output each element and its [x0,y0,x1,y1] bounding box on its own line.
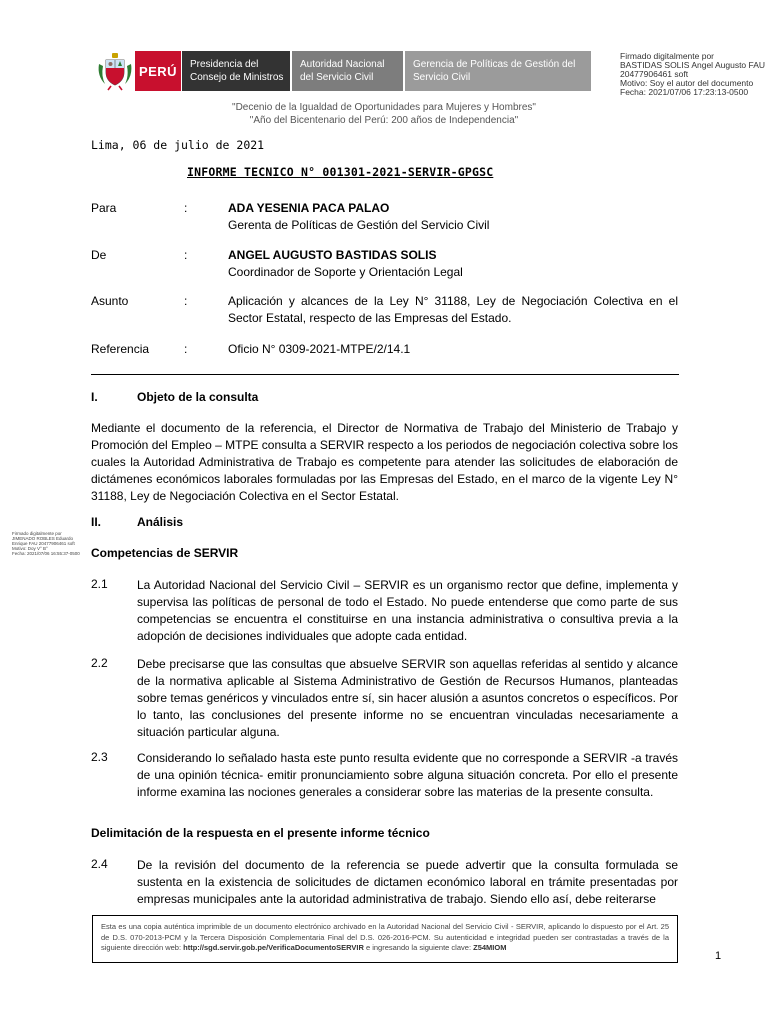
asunto-value: Aplicación y alcances de la Ley N° 31188, Ley de Negociación Colectiva en el Sector Estatal, respecto de las Empresas del Estado. [228,294,678,325]
de-name: ANGEL AUGUSTO BASTIDAS SOLIS [228,248,437,262]
section-1-title: Objeto de la consulta [137,390,259,404]
paragraph-2-3: Considerando lo señalado hasta este punto resulta evidente que no corresponde a SERVIR -a través de una opinión técnica- emitir pronunciamiento sobre alguna situación concreta. Por ello el presente informe examina las nociones generales a considerar sobre las materias de la presente consulta. [137,751,678,799]
de-colon: : [184,248,188,262]
stamp-line: Fecha: 2021/07/06 16:55:37-0500 [12,551,80,556]
paragraph-number-2-3: 2.3 [91,750,108,764]
reviewer-signature-stamp [12,531,80,556]
header-box-gerencia [405,51,591,91]
header-box-servir-line-1: Autoridad Nacional [300,59,385,70]
de-label: De [91,248,107,262]
peru-coat-of-arms-icon [96,50,134,92]
subheading-competencias: Competencias de SERVIR [91,546,239,560]
header-box-servir [292,51,403,91]
referencia-value: Oficio N° 0309-2021-MTPE/2/14.1 [228,342,411,356]
signature-line: Firmado digitalmente por [620,51,715,61]
paragraph-number-2-2: 2.2 [91,656,108,670]
header-box-gerencia-line-1: Gerencia de Políticas de Gestión del [413,59,576,70]
stamp-line: JIMENADO ROBLES Eduardo [12,536,74,541]
page-number: 1 [715,950,722,962]
slogan-bicentenario: "Año del Bicentenario del Perú: 200 años de Independencia" [249,115,519,126]
section-1-number: I. [91,390,98,404]
para-colon: : [184,201,188,215]
stamp-line: Firmado digitalmente por [12,531,62,536]
subheading-delimitacion: Delimitación de la respuesta en el presente informe técnico [91,826,430,840]
section-2-number: II. [91,515,102,529]
footer-text-middle: e ingresando la siguiente clave: [363,943,474,952]
slogan-decenio: "Decenio de la Igualdad de Oportunidades para Mujeres y Hombres" [232,102,536,113]
de-role: Coordinador de Soporte y Orientación Legal [228,265,463,279]
paragraph-2-1: La Autoridad Nacional del Servicio Civil – SERVIR es un organismo rector que define, implementa y supervisa las políticas de personal de todo el Estado. No puede entenderse que como parte de sus competencias se encuentra el constituirse en una instancia administrativa o consultiva previa a la adopción de decisiones individuales que adopte cada entidad. [137,578,678,643]
header-box-servir-line-2: del Servicio Civil [300,72,374,83]
section-1-paragraph: Mediante el documento de la referencia, el Director de Normativa de Trabajo del Ministerio de Trabajo y Promoción del Empleo – MTPE consulta a SERVIR respecto a los periodos de negociación colectiva sobre los cuales la Autoridad Administrativa de Trabajo es competente para atender las solicitudes de elaboración de dictámenes económicos laborales formuladas por las Empresas del Estado, en el marco de la vigente Ley N° 31188, Ley de Negociación Colectiva en el Sector Estatal. [91,421,678,503]
date-line: Lima, 06 de julio de 2021 [91,138,265,152]
paragraph-number-2-1: 2.1 [91,577,108,591]
paragraph-number-2-4: 2.4 [91,857,108,871]
header-box-pcm [182,51,290,91]
signature-line: Motivo: Soy el autor del documento [620,78,754,88]
verification-footer [92,915,678,963]
signature-line: 20477906461 soft [620,69,689,79]
stamp-line: Enrique FAU 20477906461 soft [12,541,75,546]
signature-line: Fecha: 2021/07/06 17:23:13-0500 [620,87,749,97]
footer-text: Esta es una copia auténtica imprimible de un documento electrónico archivado en la Autoridad Nacional del Servicio Civil - SERVIR, aplicando lo dispuesto por el Art. 25 de D.S. 070-2013-PCM y la Tercera Disposición Complementaria Final del D.S. 026-2016-PCM. Su autenticidad e integridad pueden ser contrastadas a través de la siguiente dirección web: [101,922,669,952]
section-2-title: Análisis [137,515,184,529]
document-title: INFORME TECNICO N° 001301-2021-SERVIR-GPGSC [187,165,494,179]
para-label: Para [91,201,117,215]
peru-logo: PERÚ [135,51,181,91]
referencia-colon: : [184,342,188,356]
verification-key: Z54MIOM [473,943,507,952]
signature-line: BASTIDAS SOLIS Angel Augusto FAU [620,60,766,70]
de-value [228,247,463,281]
header-box-gerencia-line-2: Servicio Civil [413,72,471,83]
paragraph-2-2: Debe precisarse que las consultas que absuelve SERVIR son aquellas referidas al sentido y alcance de la normativa aplicable al Sistema Administrativo de Gestión de Recursos Humanos, planteadas sobre temas genéricos y vinculados entre sí, sin hacer alusión a asuntos concretos o específicos. Por lo tanto, las conclusiones del presente informe no se encuentran vinculadas necesariamente a situación particular alguna. [137,657,678,739]
referencia-label: Referencia [91,342,150,356]
digital-signature-stamp [620,52,765,97]
header-box-pcm-line-1: Presidencia del [190,59,259,70]
header-box-pcm-line-2: Consejo de Ministros [190,72,284,83]
para-value [228,200,489,234]
slogans [0,101,768,127]
divider [91,374,679,375]
para-name: ADA YESENIA PACA PALAO [228,201,390,215]
asunto-label: Asunto [91,294,129,308]
asunto-colon: : [184,294,188,308]
para-role: Gerenta de Políticas de Gestión del Servicio Civil [228,218,490,232]
paragraph-2-4: De la revisión del documento de la referencia se puede advertir que la consulta formulada se sustenta en la existencia de solicitudes de dictamen económico laboral en trámite presentadas por empresas municipales ante la autoridad administrativa de trabajo. Siendo ello así, debe reiterarse [137,858,678,906]
stamp-line: Motivo: Doy V° B° [12,546,48,551]
verification-link[interactable]: http://sgd.servir.gob.pe/VerificaDocumentoSERVIR [183,943,364,952]
